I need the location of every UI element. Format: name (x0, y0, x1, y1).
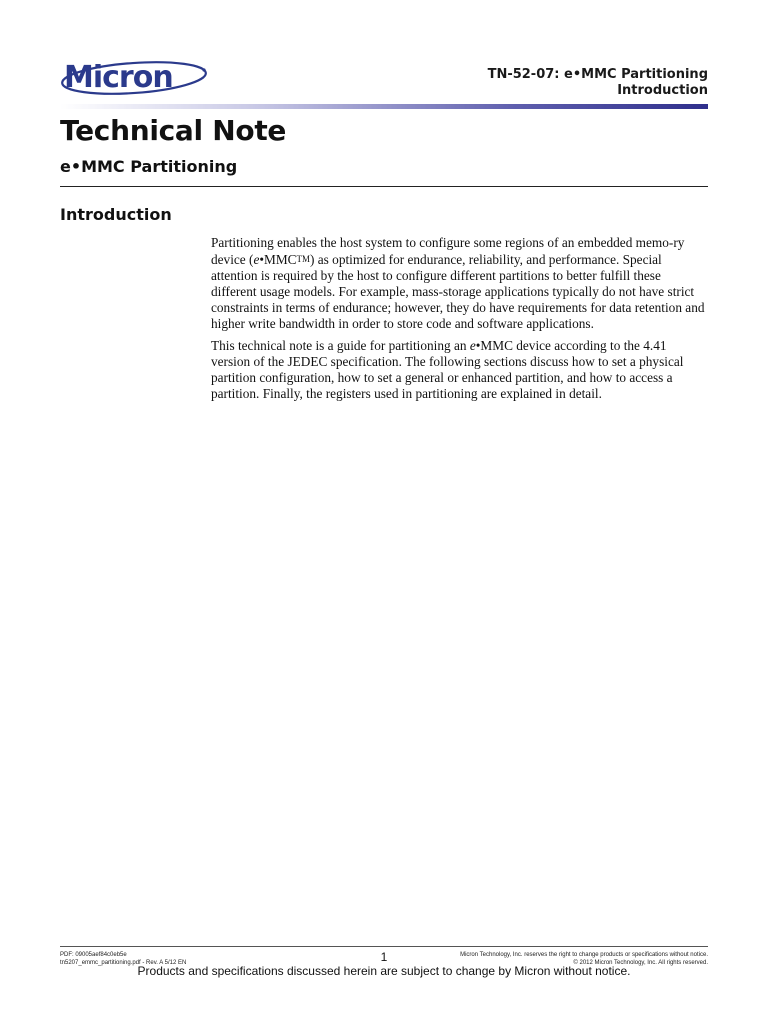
paragraph-2 (211, 338, 708, 402)
section-body (211, 235, 708, 408)
trademark-mark: TM (296, 254, 311, 264)
header-gradient-bar (60, 104, 708, 109)
rights-notice: Micron Technology, Inc. reserves the right to change products or specifications without notice. (460, 952, 708, 958)
micron-logo (58, 52, 210, 98)
page-subtitle: e•MMC Partitioning (60, 157, 238, 176)
document-id-title: TN-52-07: e•MMC Partitioning (487, 67, 708, 82)
copyright: © 2012 Micron Technology, Inc. All rights reserved. (573, 960, 708, 966)
document-header (488, 67, 708, 99)
paragraph-1-text-a: Partitioning enables the host system to configure some regions of an embedded memo-ry device ( (211, 235, 685, 267)
svg-text:Micron: Micron (64, 60, 173, 95)
emmc-italic-e: e (253, 252, 260, 267)
micron-logo-graphic (58, 52, 210, 98)
footer-disclaimer: Products and specifications discussed herein are subject to change by Micron without notice. (137, 964, 631, 978)
paragraph-2-text-a: This technical note is a guide for partitioning an (211, 338, 470, 353)
pdf-id: PDF: 09005aef84c0eb5e (60, 952, 127, 958)
document-section-name: Introduction (617, 83, 708, 98)
file-revision: tn5207_emmc_partitioning.pdf - Rev. A 5/12 EN (60, 960, 187, 966)
paragraph-1 (211, 235, 708, 332)
page-number: 1 (380, 950, 388, 964)
paragraph-1-text-b: ) as optimized for endurance, reliability, and performance. Special attention is required by the host to configure different partitions to better fulfill these different usage models. For example, mass-storage applications typically do not have strict constraints in terms of endurance; however, they do have requirements for data retention and higher write bandwidth in order to store code and software applications. (211, 252, 705, 331)
page-title: Technical Note (60, 114, 287, 147)
emmc-term: •MMC (475, 338, 513, 353)
footer-divider (60, 946, 708, 947)
emmc-term: •MMC (259, 252, 297, 267)
emmc-italic-e: e (469, 338, 476, 353)
paragraph-2-text-b: device according to the 4.41 version of the JEDEC specification. The following sections discuss how to set a physical partition configuration, how to set a general or enhanced partition, and how to access a partition. Finally, the registers used in partitioning are explained in detail. (211, 338, 684, 401)
section-heading: Introduction (60, 205, 172, 224)
title-divider (60, 186, 708, 187)
